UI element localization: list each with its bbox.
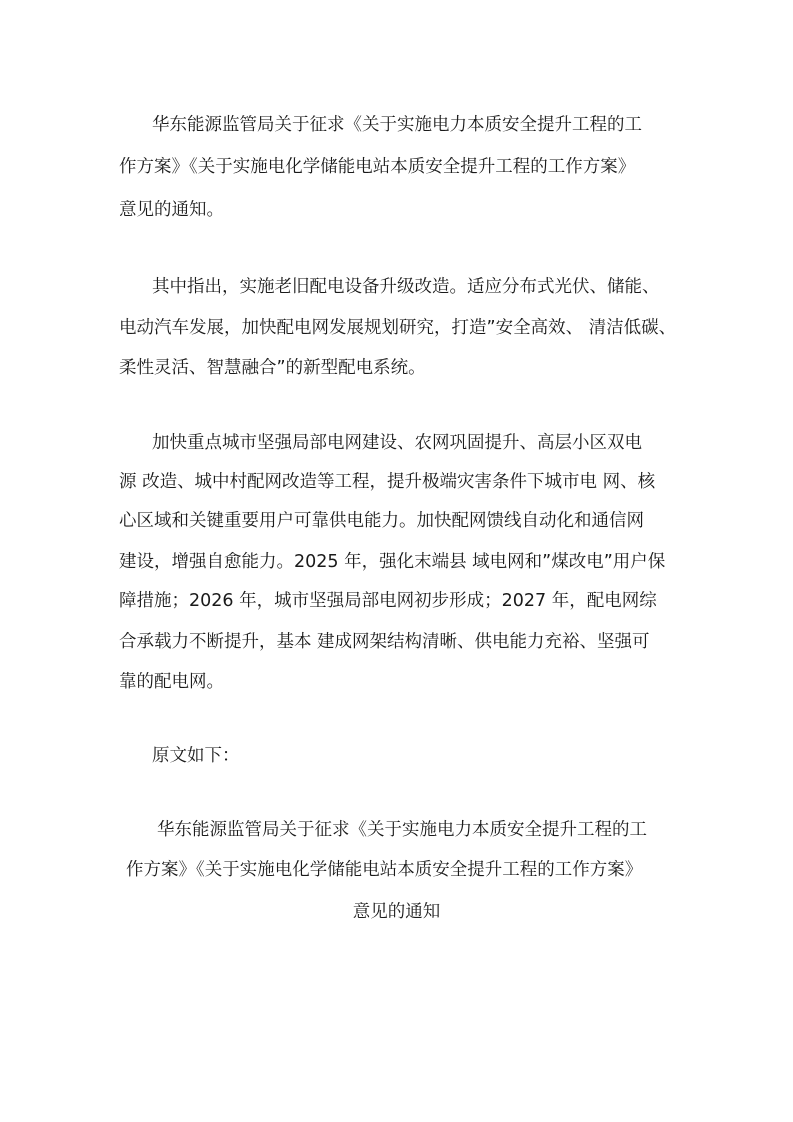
- title-line-2: 作方案》《关于实施电化学储能电站本质安全提升工程的工作方案》: [126, 860, 643, 880]
- para2-line-2: 源 改造、城中村配网改造等工程，提升极端灾害条件下城市电 网、核: [119, 472, 656, 492]
- para2-line-3: 心区域和关键重要用户可靠供电能力。加快配网馈线自动化和通信网: [119, 511, 644, 531]
- original-text-label: 原文如下：: [152, 746, 240, 766]
- para2-line-5: 障措施；2026 年，城市坚强局部电网初步形成；2027 年，配电网综: [119, 591, 657, 611]
- intro-line-1: 华东能源监管局关于征求《关于实施电力本质安全提升工程的工: [152, 115, 642, 135]
- para2-line-1: 加快重点城市坚强局部电网建设、农网巩固提升、高层小区双电: [152, 433, 642, 453]
- para1-line-1: 其中指出，实施老旧配电设备升级改造。适应分布式光伏、储能、: [152, 277, 660, 297]
- para2-line-7: 靠的配电网。: [119, 672, 224, 692]
- intro-line-2: 作方案》《关于实施电化学储能电站本质安全提升工程的工作方案》: [119, 157, 636, 177]
- para2-line-6: 合承载力不断提升，基本 建成网架结构清晰、供电能力充裕、坚强可: [119, 632, 650, 652]
- para1-line-2: 电动汽车发展，加快配电网发展规划研究，打造”安全高效、 清洁低碳、: [119, 318, 677, 338]
- para2-line-4: 建设，增强自愈能力。2025 年，强化末端县 域电网和”煤改电”用户保: [119, 552, 666, 572]
- title-line-1: 华东能源监管局关于征求《关于实施电力本质安全提升工程的工: [157, 820, 647, 840]
- para1-line-3: 柔性灵活、智慧融合”的新型配电系统。: [119, 358, 426, 378]
- intro-line-3: 意见的通知。: [119, 200, 224, 220]
- title-line-3: 意见的通知: [352, 902, 441, 922]
